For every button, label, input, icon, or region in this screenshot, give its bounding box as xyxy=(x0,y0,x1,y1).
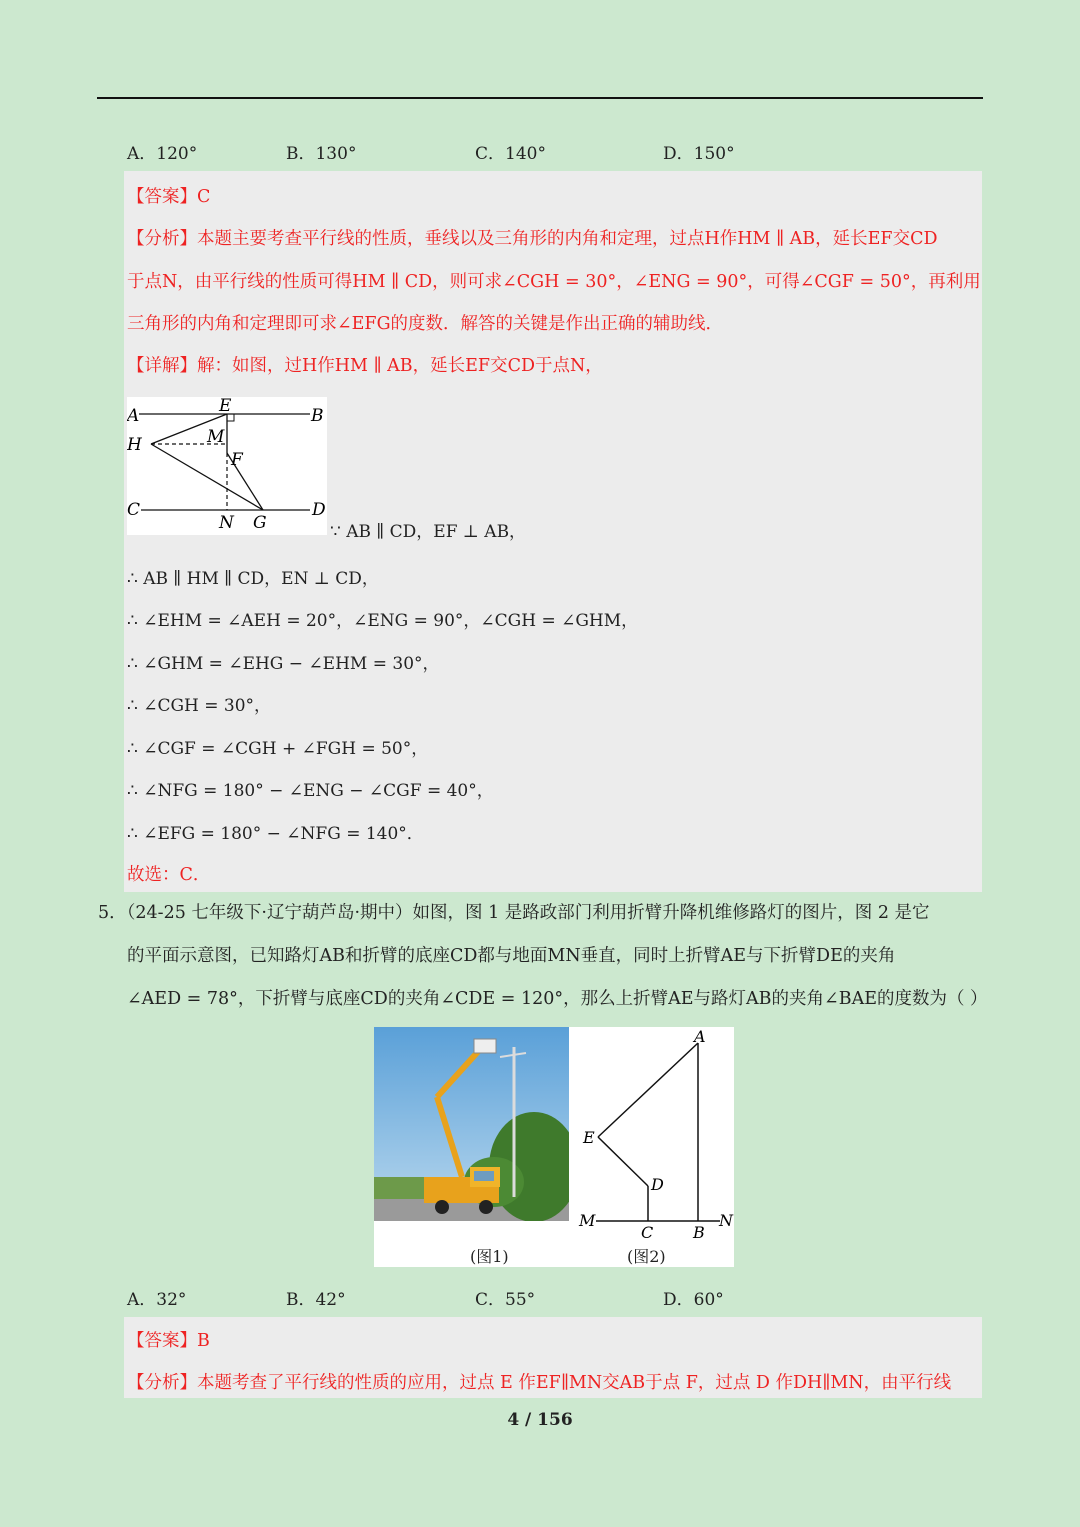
label-b: B xyxy=(311,406,324,426)
label-d: D xyxy=(651,1175,664,1194)
label-g: G xyxy=(253,513,267,533)
lift-truck-photo xyxy=(374,1027,569,1221)
q4-step-1: ∴ AB ∥ HM ∥ CD，EN ⊥ CD， xyxy=(127,569,379,589)
label-m: M xyxy=(579,1211,596,1230)
label-m: M xyxy=(207,427,225,447)
q5-option-c: C．55° xyxy=(475,1290,536,1310)
label-b: B xyxy=(693,1223,705,1242)
q4-detail xyxy=(127,352,603,377)
fig2-caption: (图2) xyxy=(627,1247,666,1266)
q4-option-a: A．120° xyxy=(127,144,198,164)
label-e: E xyxy=(219,397,232,416)
analysis-label: 【分析】 xyxy=(127,1373,197,1393)
label-a: A xyxy=(127,406,140,426)
q5-option-b: B．42° xyxy=(286,1290,346,1310)
analysis-text: 本题主要考查平行线的性质，垂线以及三角形的内角和定理，过点H作HM ∥ AB，延长EF交CD xyxy=(197,229,938,249)
q4-answer-box xyxy=(124,171,982,892)
analysis-text: 本题考查了平行线的性质的应用，过点 E 作EF∥MN交AB于点 F，过点 D 作DH∥MN，由平行线 xyxy=(197,1373,952,1393)
label-c: C xyxy=(127,500,141,520)
q4-analysis-line-2: 于点N，由平行线的性质可得HM ∥ CD，则可求∠CGH = 30°，∠ENG = 90°，可得∠CGF = 50°，再利用 xyxy=(127,272,981,292)
line-ed xyxy=(598,1137,648,1186)
q5-figure xyxy=(374,1027,734,1267)
q4-option-c: C．140° xyxy=(475,144,546,164)
analysis-label: 【分析】 xyxy=(127,229,197,249)
label-n: N xyxy=(219,513,234,533)
label-d: D xyxy=(312,500,326,520)
q4-analysis-line-3: 三角形的内角和定理即可求∠EFG的度数．解答的关键是作出正确的辅助线． xyxy=(127,314,724,334)
header-rule xyxy=(97,97,983,99)
q4-step-7: ∴ ∠EFG = 180° − ∠NFG = 140°． xyxy=(127,824,424,844)
answer-value: C xyxy=(197,187,211,207)
q4-geometry-figure xyxy=(127,397,327,535)
q5-line-2: 的平面示意图，已知路灯AB和折臂的底座CD都与地面MN垂直，同时上折臂AE与下折臂DE的夹角 xyxy=(127,946,896,966)
detail-label: 【详解】 xyxy=(127,356,197,376)
q5-analysis xyxy=(127,1369,951,1394)
q4-step-3: ∴ ∠GHM = ∠EHG − ∠EHM = 30°， xyxy=(127,654,440,674)
q4-given: ∵ AB ∥ CD，EF ⊥ AB， xyxy=(330,522,527,542)
q5-answer-box xyxy=(124,1317,982,1398)
line-ae xyxy=(598,1043,698,1137)
q5-options xyxy=(127,1285,987,1315)
q4-option-d: D．150° xyxy=(663,144,735,164)
answer-label: 【答案】 xyxy=(127,187,197,207)
label-c: C xyxy=(641,1223,654,1242)
label-a: A xyxy=(694,1027,706,1046)
label-e: E xyxy=(583,1128,595,1147)
label-f: F xyxy=(231,450,243,470)
q5-option-d: D．60° xyxy=(663,1290,724,1310)
q5-line-3: ∠AED = 78°，下折臂与底座CD的夹角∠CDE = 120°，那么上折臂AE与路灯AB的夹角∠BAE的度数为（ ） xyxy=(127,989,988,1009)
q5-option-a: A．32° xyxy=(127,1290,187,1310)
q4-step-2: ∴ ∠EHM = ∠AEH = 20°，∠ENG = 90°，∠CGH = ∠GHM， xyxy=(127,611,639,631)
q5-answer xyxy=(127,1327,210,1352)
answer-value: B xyxy=(197,1331,210,1351)
q4-conclusion: 故选：C． xyxy=(127,865,211,885)
q4-answer xyxy=(127,183,210,208)
q5-line-1: 5．（24-25 七年级下·辽宁葫芦岛·期中）如图，图 1 是路政部门利用折臂升降机维修路灯的图片，图 2 是它 xyxy=(98,903,930,923)
q4-step-6: ∴ ∠NFG = 180° − ∠ENG − ∠CGF = 40°， xyxy=(127,781,494,801)
label-h: H xyxy=(127,435,142,455)
fig1-caption: (图1) xyxy=(470,1247,509,1266)
q4-step-5: ∴ ∠CGF = ∠CGH + ∠FGH = 50°， xyxy=(127,739,429,759)
page-number: 4 / 156 xyxy=(507,1410,573,1430)
q4-analysis-line-1 xyxy=(127,225,937,250)
label-n: N xyxy=(719,1211,733,1230)
q4-step-4: ∴ ∠CGH = 30°， xyxy=(127,696,272,716)
detail-intro: 解：如图，过H作HM ∥ AB，延长EF交CD于点N， xyxy=(197,356,603,376)
q4-options xyxy=(127,139,987,169)
answer-label: 【答案】 xyxy=(127,1331,197,1351)
q5-diagram xyxy=(574,1027,734,1267)
q4-option-b: B．130° xyxy=(286,144,357,164)
